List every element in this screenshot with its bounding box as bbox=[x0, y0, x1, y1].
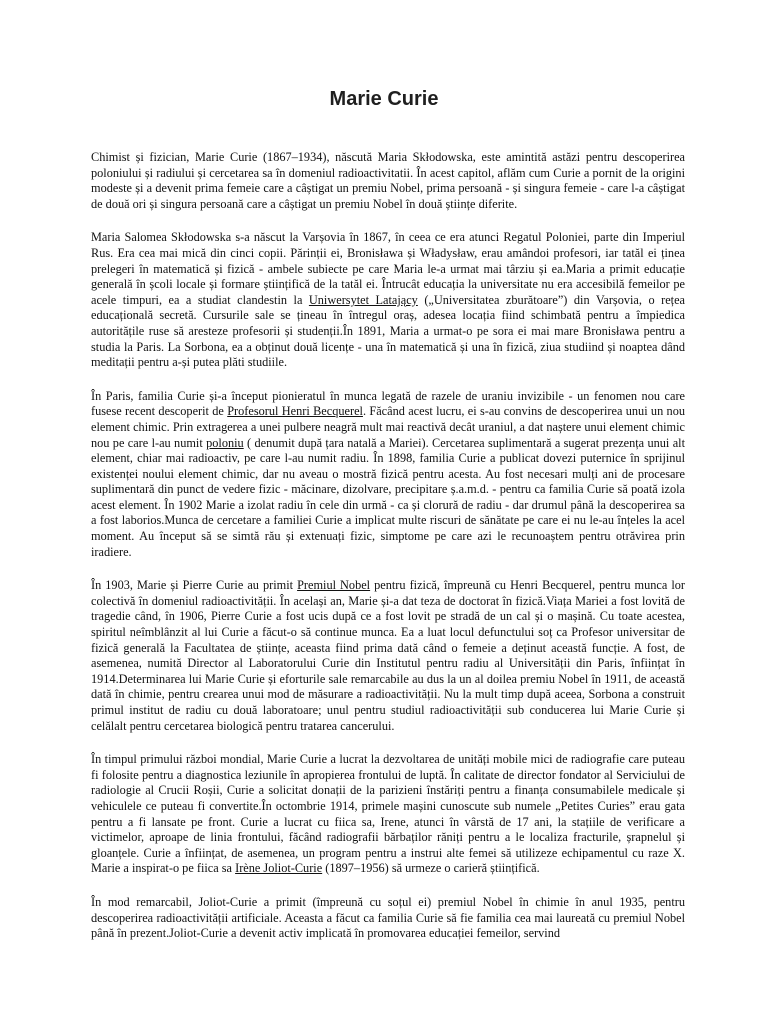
document-body bbox=[91, 150, 685, 960]
page-title: Marie Curie bbox=[329, 88, 439, 110]
inline-link[interactable]: Profesorul Henri Becquerel bbox=[227, 404, 363, 419]
inline-link[interactable]: Uniwersytet Latający bbox=[308, 292, 418, 307]
paragraph-text: În 1903, Marie și Pierre Curie au primit bbox=[91, 578, 298, 593]
paragraph bbox=[91, 230, 685, 370]
paragraph-text: ( denumit după țara natală a Mariei). Cercetarea suplimentară a sugerat prezența unui alt element, chiar mai radioactiv, pe care l-au numit radiu. În 1898, familia Curie a publicat dovezi puternice în sprijinul existenței noului element chimic, dar nu aveau o mostră fizică pentru acesta. Au fost necesari mulți ani de procesare suplimentară din punct de vedere fizic - măcinare, dizolvare, precipitare ș.a.m.d. - pentru ca familia Curie să poată izola acest element. În 1902 Marie a izolat radiu în cele din urmă - ca și clorură de radiu - dar drumul până la descoperirea sa a fost laborios.Munca de cercetare a familiei Curie a implicat multe riscuri de sănătate pe care ei nu le-au înțeles la acel moment. Au început să se simtă rău și extenuați fizic, simptome pe care azi le recunoaștem pentru otrăvirea prin iradiere. bbox=[91, 435, 685, 559]
paragraph-text: În Paris, familia Curie și-a început pionieratul în munca legată de razele de uraniu invizibile - un fenomen nou care fusese recent descoperit de bbox=[91, 388, 685, 419]
paragraph-text: Chimist și fizician, Marie Curie (1867–1934), născută Maria Skłodowska, este amintită astăzi pentru descoperirea poloniului și radiului și cercetarea sa în domeniul radioactivitatii. În acest capitol, aflăm cum Curie a pornit de la origini modeste și a devenit prima femeie care a câștigat un premiu Nobel, prima persoană - și singura femeie - care l-a câștigat de două ori și singura persoană care a câștigat un premiu Nobel în două științe diferite. bbox=[91, 150, 685, 211]
paragraph-text: (1897–1956) să urmeze o carieră științifică. bbox=[322, 861, 540, 876]
paragraph-text: („Universitatea zburătoare”) din Varșovia, o rețea educațională secretă. Cursurile sale se țineau în întregul oraș, adesea locația fiind schimbată pentru a împiedica autoritățile ruse să aresteze profesorii și studenții.În 1891, Maria a urmat-o pe sora ei mai mare Bronisława pentru a studia la Paris. La Sorbona, ea a obținut două licențe - una în matematică și una în fizică, ziua studiind și noaptea dând meditații pentru a-și putea plăti studiile. bbox=[91, 292, 685, 370]
paragraph bbox=[91, 389, 685, 561]
paragraph-text: pentru fizică, împreună cu Henri Becquerel, pentru munca lor colectivă în domeniul radioactivității. În același an, Marie și-a dat teza de doctorat în fizică.Viața Mariei a fost lovită de tragedie când, în 1906, Pierre Curie a fost ucis după ce a fost lovit pe stradă de un cal și o mașină. Cu toate acestea, spiritul neîmblânzit al lui Curie a făcut-o să continue munca. Ea a luat locul defunctului soț ca Profesor universitar de fizică generală la Facultatea de științe, aceasta fiind prima dată când o femeie a deținut această funcție. A fost, de asemenea, numită Director al Laboratorului Curie din Institutul pentru radiu al Universității din Paris, înființat în 1914.Determinarea lui Marie Curie și eforturile sale remarcabile au dus la un al doilea premiu Nobel în 1911, de această dată în chimie, pentru crearea unui mod de măsurare a radioactivității. Nu la mult timp după aceea, Sorbona a construit primul institut de radiu cu două laboratoare; unul pentru studiul radioactivității sub conducerea lui Marie Curie și celălalt pentru cercetarea biologică pentru tratarea cancerului. bbox=[91, 578, 685, 733]
paragraph-text: Maria Salomea Skłodowska s-a născut la Varșovia în 1867, în ceea ce era atunci Regatul Poloniei, parte din Imperiul Rus. Era cea mai mică din cinci copii. Părinții ei, Bronisława și Władysław, erau amândoi profesori, iar tatăl ei ținea prelegeri în matematică și fizică - ambele subiecte pe care Maria le-a urmat mai târziu și ea.Maria a primit educație generală în școli locale și formare științifică de la tatăl ei. Întrucât educația la universitate nu era accesibilă femeilor pe acele timpuri, ea a studiat clandestin la bbox=[91, 230, 685, 307]
inline-link[interactable]: poloniu bbox=[206, 435, 244, 450]
paragraph bbox=[91, 752, 685, 877]
inline-link[interactable]: Premiul Nobel bbox=[297, 578, 371, 593]
paragraph-text: În mod remarcabil, Joliot-Curie a primit (împreună cu soțul ei) premiul Nobel în chimie în anul 1935, pentru descoperirea radioactivității artificiale. Aceasta a făcut ca familia Curie să fie familia cea mai laureată cu premiul Nobel până în prezent.Joliot-Curie a devenit activ implicată în promovarea educației femeilor, servind bbox=[91, 894, 685, 941]
inline-link[interactable]: Irène Joliot-Curie bbox=[235, 861, 323, 876]
paragraph bbox=[91, 150, 685, 212]
paragraph bbox=[91, 895, 685, 942]
paragraph-text: . Făcând acest lucru, ei s-au convins de descoperirea unui un nou element chimic. Prin extragerea a unei pulbere neagră mult mai reactivă decât uraniul, a dat naștere unui element chimic nou pe care l-au numit bbox=[91, 404, 686, 450]
paragraph-text: În timpul primului război mondial, Marie Curie a lucrat la dezvoltarea de unități mobile mici de radiografie care puteau fi folosite pentru a diagnostica leziunile în apropierea frontului de luptă. În calitate de director fondator al Serviciului de radiologie al Crucii Roșii, Curie a solicitat donații de la parizieni înstăriți pentru a finanța consumabilele medicale și vehiculele ce puteau fi convertite.În octombrie 1914, primele mașini cunoscute sub numele „Petites Curies” erau gata pentru a fi lansate pe front. Curie a lucrat cu fiica sa, Irene, atunci în vârstă de 17 ani, la stațiile de verificare a victimelor, aproape de linia frontului, făcând radiografii bărbaților răniți pentru a le localiza fracturile, șrapnelul și gloanțele. Curie a înființat, de asemenea, un program pentru a instrui alte femei să utilizeze echipamentul cu raze X. Marie a inspirat-o pe fiica sa bbox=[91, 752, 685, 876]
paragraph bbox=[91, 578, 685, 734]
